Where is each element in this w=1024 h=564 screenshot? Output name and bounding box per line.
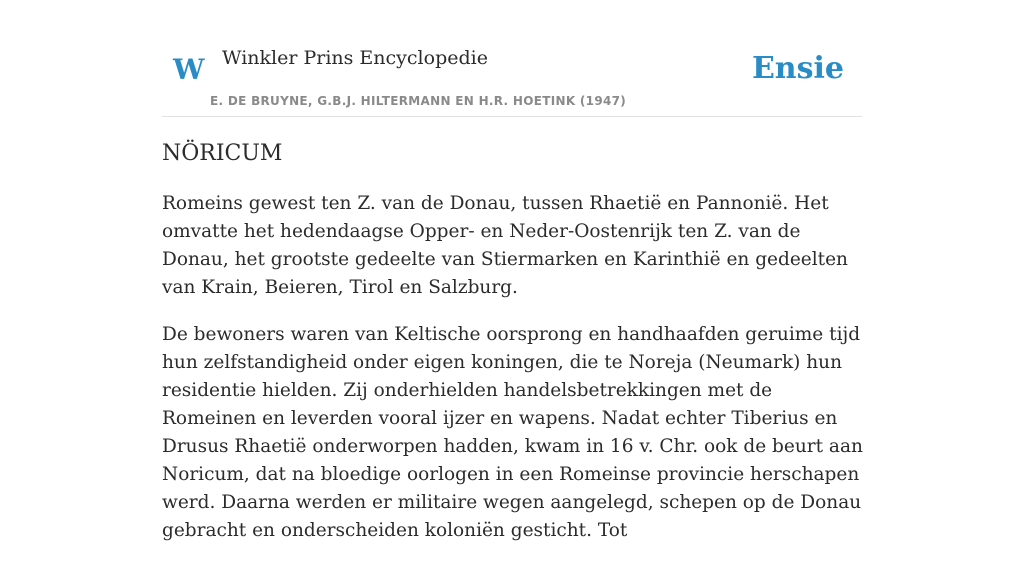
- source-title[interactable]: Winkler Prins Encyclopedie: [222, 47, 488, 69]
- article-title: NÖRICUM: [162, 141, 283, 166]
- winkler-prins-logo-icon[interactable]: W: [173, 53, 205, 86]
- article-paragraph: De bewoners waren van Keltische oorsprong en handhaafden geruime tijd hun zelfstandigheid onder eigen koningen, die te Noreja (Neumark) hun residentie hielden. Zij onderhielden handelsbetrekkingen met de Romeinen en leverden vooral ijzer en wapens. Nadat echter Tiberius en Drusus Rhaetië onderworpen hadden, kwam in 16 v. Chr. ook de beurt aan Noricum, dat na bloedige oorlogen in een Romeinse provincie herschapen werd. Daarna werden er militaire wegen aangelegd, schepen op de Donau gebracht en onderscheiden koloniën gesticht. Tot: [162, 324, 863, 541]
- source-authors: E. DE BRUYNE, G.B.J. HILTERMANN EN H.R. HOETINK (1947): [210, 94, 627, 108]
- article-paragraph: Romeins gewest ten Z. van de Donau, tussen Rhaetië en Pannonië. Het omvatte het hedendaagse Opper- en Neder-Oostenrijk ten Z. van de Donau, het grootste gedeelte van Stiermarken en Karinthië en gedeelten van Krain, Beieren, Tirol en Salzburg.: [162, 193, 848, 298]
- article: [162, 136, 868, 564]
- source-header: [162, 0, 862, 117]
- ensie-logo[interactable]: Ensie: [751, 51, 844, 86]
